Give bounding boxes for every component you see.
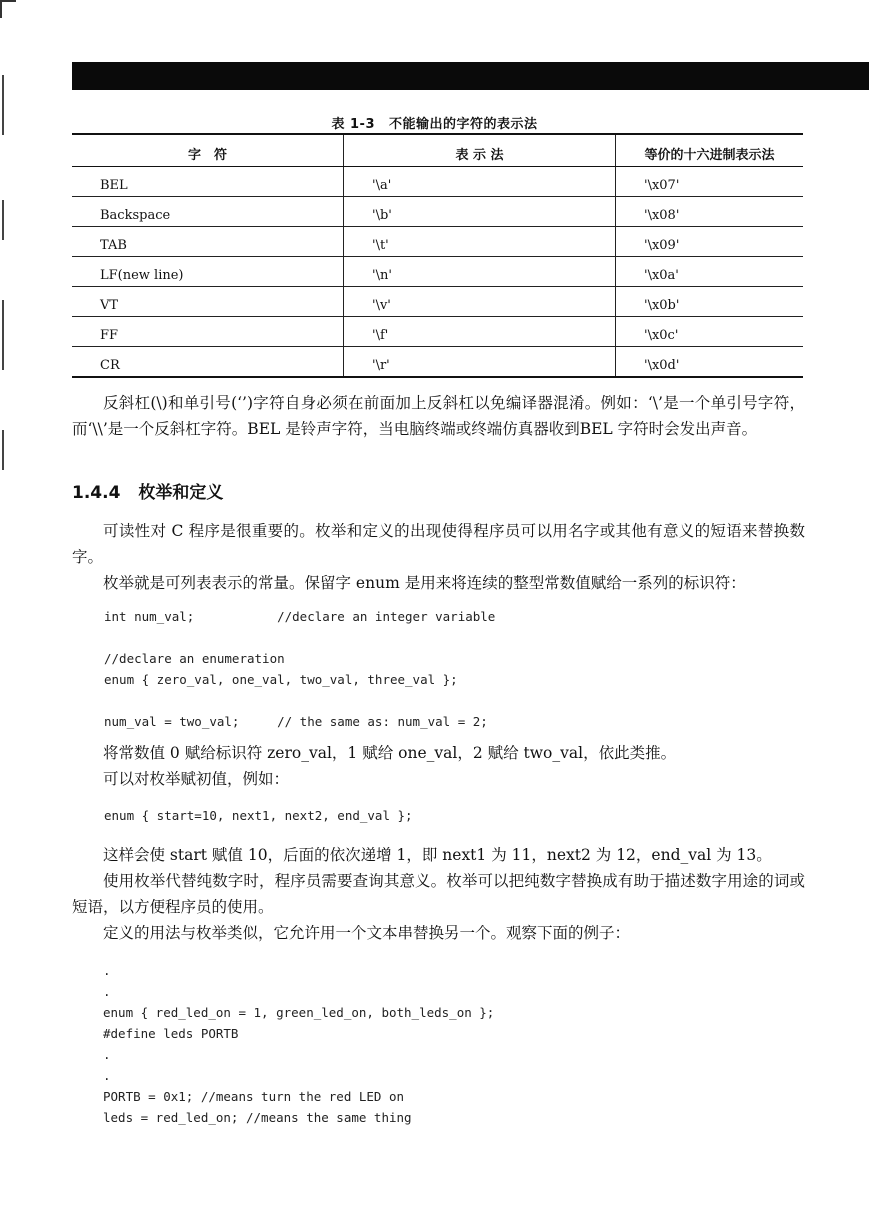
table-cell: Backspace [72, 197, 344, 227]
escape-characters-table [72, 133, 803, 378]
body-paragraph: 可读性对 C 程序是很重要的。枚举和定义的出现使得程序员可以用名字或其他有意义的短语来替换数字。 [72, 522, 805, 566]
table-cell: '\x0b' [616, 287, 804, 317]
table-cell: CR [72, 347, 344, 378]
table-cell: TAB [72, 227, 344, 257]
section-number: 1.4.4 [72, 483, 121, 503]
body-paragraph: 使用枚举代替纯数字时，程序员需要查询其意义。枚举可以把纯数字替换成有助于描述数字用途的词或短语，以方便程序员的使用。 [72, 872, 805, 916]
body-paragraph: 定义的用法与枚举类似，它允许用一个文本串替换另一个。观察下面的例子： [103, 924, 631, 942]
table-row [72, 287, 803, 317]
table-caption [0, 113, 869, 132]
table-cell: FF [72, 317, 344, 347]
table-cell: '\v' [344, 287, 616, 317]
code-block-enum-init: enum { start=10, next1, next2, end_val }; [104, 808, 413, 823]
table-row [72, 197, 803, 227]
scan-edge-mark [2, 430, 4, 470]
table-cell: '\b' [344, 197, 616, 227]
table-row [72, 257, 803, 287]
table-cell: '\t' [344, 227, 616, 257]
table-row [72, 167, 803, 197]
table-header-cell: 等价的十六进制表示法 [616, 134, 804, 167]
table-header-row [72, 134, 803, 167]
body-paragraph: 可以对枚举赋初值，例如： [103, 770, 290, 788]
body-paragraph: 这样会使 start 赋值 10，后面的依次递增 1，即 next1 为 11，next2 为 12，end_val 为 13。 [103, 846, 772, 864]
page-header-bar [72, 62, 869, 90]
table-cell: BEL [72, 167, 344, 197]
section-heading [72, 478, 223, 503]
table-row [72, 347, 803, 378]
table-caption-number: 表 1-3 [331, 117, 375, 132]
scan-corner-mark [0, 0, 16, 18]
table-cell: VT [72, 287, 344, 317]
table-cell: '\n' [344, 257, 616, 287]
table-cell: '\a' [344, 167, 616, 197]
body-paragraph: 枚举就是可列表表示的常量。保留字 enum 是用来将连续的整型常数值赋给一系列的标识符： [103, 574, 746, 592]
table-cell: '\x0c' [616, 317, 804, 347]
table-row [72, 227, 803, 257]
code-block-enum-declare: int num_val; //declare an integer variable //declare an enumeration enum { zero_val, one_val, two_val, three_val }; num_val = two_val; // the same as: num_val = 2; [104, 609, 496, 729]
table-cell: LF(new line) [72, 257, 344, 287]
table-cell: '\r' [344, 347, 616, 378]
table-header-cell: 表 示 法 [344, 134, 616, 167]
table-header-cell: 字 符 [72, 134, 344, 167]
body-paragraph: 反斜杠(\)和单引号(‘’)字符自身必须在前面加上反斜杠以免编译器混淆。例如：‘\’是一个单引号字符，而‘\\’是一个反斜杠字符。BEL 是铃声字符，当电脑终端或终端仿真器收到BEL 字符时会发出声音。 [72, 394, 805, 438]
table-cell: '\x0a' [616, 257, 804, 287]
table-cell: '\x09' [616, 227, 804, 257]
scan-edge-mark [2, 200, 4, 240]
table-cell: '\x0d' [616, 347, 804, 378]
table-cell: '\f' [344, 317, 616, 347]
table-row [72, 317, 803, 347]
body-paragraph: 将常数值 0 赋给标识符 zero_val，1 赋给 one_val，2 赋给 two_val，依此类推。 [103, 744, 677, 762]
scan-edge-mark [2, 300, 4, 370]
table-cell: '\x07' [616, 167, 804, 197]
table-caption-title: 不能输出的字符的表示法 [389, 117, 538, 132]
section-title: 枚举和定义 [138, 483, 224, 503]
table-cell: '\x08' [616, 197, 804, 227]
code-block-define-example: . . enum { red_led_on = 1, green_led_on, both_leds_on }; #define leds PORTB . . PORTB = 0x1; //means turn the red LED on leds = red_led_on; //means the same thing [103, 963, 495, 1125]
